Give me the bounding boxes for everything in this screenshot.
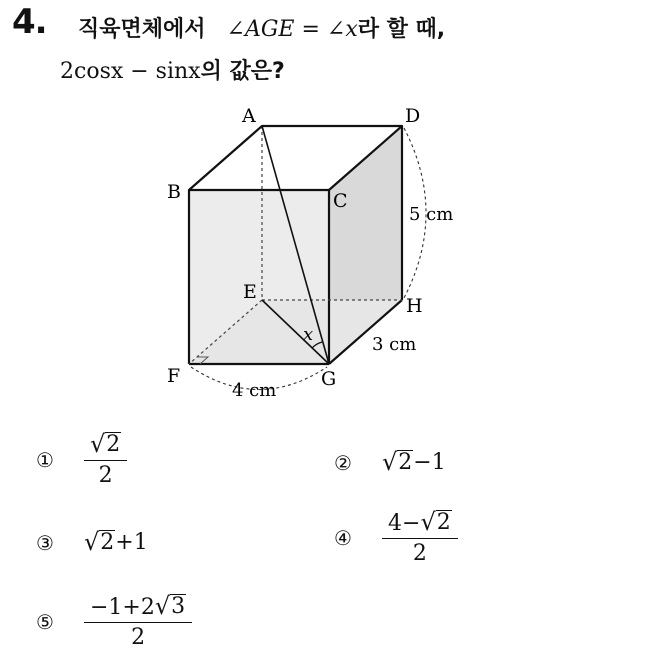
- trig-expression: 2cosx − sinx: [60, 59, 201, 84]
- denominator: 2: [131, 625, 146, 650]
- expression-tail: −1: [413, 450, 446, 475]
- vertex-label-A: A: [242, 105, 256, 127]
- denominator: 2: [412, 541, 427, 566]
- option-4[interactable]: [334, 510, 458, 566]
- radicand: 2: [398, 450, 413, 476]
- fraction: −1+2 √ 3 2: [84, 594, 192, 650]
- numerator-prefix: −1+2: [90, 595, 155, 620]
- depth-label: 3 cm: [372, 334, 417, 355]
- vertex-label-B: B: [167, 181, 181, 203]
- radicand: 3: [171, 594, 186, 619]
- numerator-prefix: 4−: [388, 511, 421, 536]
- option-marker: ③: [36, 530, 54, 555]
- option-2[interactable]: ② √ 2 −1: [334, 448, 446, 477]
- question-text: 직육면체에서: [78, 17, 206, 42]
- vertex-label-F: F: [167, 365, 181, 387]
- expression-tail: +1: [115, 530, 148, 555]
- option-marker: ②: [334, 450, 352, 475]
- radicand: 2: [100, 530, 115, 556]
- option-3[interactable]: ③ √ 2 +1: [36, 528, 148, 557]
- fraction: 4− √ 2 2: [382, 510, 458, 566]
- option-marker: ④: [334, 526, 352, 550]
- angle-condition: ∠AGE = ∠x: [226, 17, 358, 42]
- vertex-label-E: E: [243, 281, 257, 303]
- radicand: 2: [106, 432, 121, 457]
- question-suffix: 라 할 때,: [357, 17, 446, 42]
- question-number: 4.: [12, 2, 47, 42]
- vertex-label-D: D: [405, 105, 421, 127]
- option-1[interactable]: [36, 432, 127, 488]
- fraction: √ 2 2: [84, 432, 127, 488]
- option-marker: ⑤: [36, 610, 54, 634]
- option-5[interactable]: [36, 594, 192, 650]
- option-marker: ①: [36, 448, 54, 472]
- angle-label-x: x: [303, 324, 314, 345]
- width-label: 4 cm: [232, 380, 277, 401]
- radicand: 2: [436, 510, 451, 535]
- height-label: 5 cm: [409, 204, 454, 225]
- question-ask: 의 값은?: [200, 59, 285, 84]
- vertex-label-G: G: [321, 368, 337, 390]
- vertex-label-H: H: [406, 295, 423, 317]
- vertex-label-C: C: [333, 190, 348, 212]
- denominator: 2: [98, 463, 113, 488]
